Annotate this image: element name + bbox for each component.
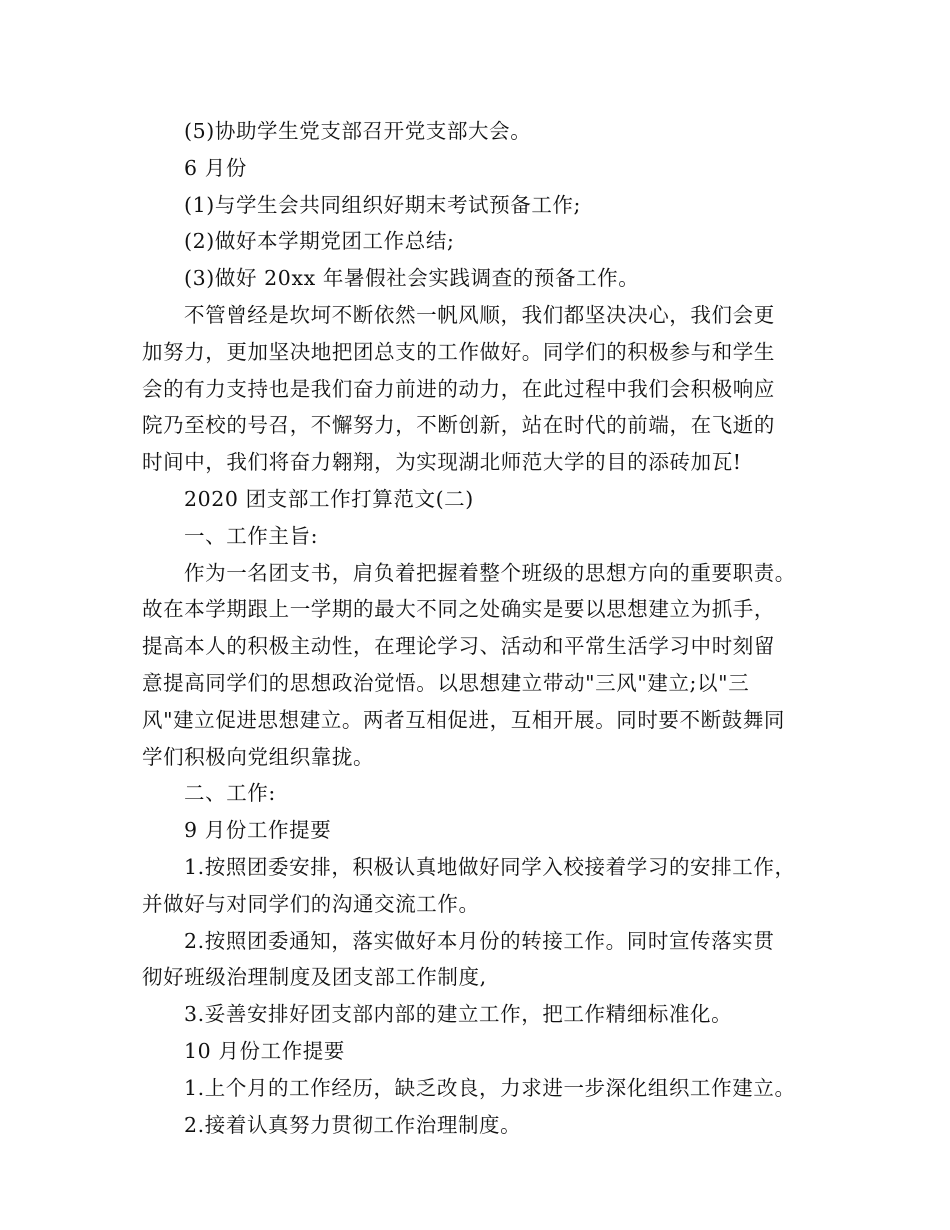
paragraph-line: 会的有力支持也是我们奋力前进的动力，在此过程中我们会积极响应 <box>142 376 775 401</box>
paragraph-line: 作为一名团支书，肩负着把握着整个班级的思想方向的重要职责。 <box>184 560 796 585</box>
list-item-line: 2.按照团委通知，落实做好本月份的转接工作。同时宣传落实贯 <box>184 928 775 953</box>
paragraph-line: 加努力，更加坚决地把团总支的工作做好。同学们的积极参与和学生 <box>142 339 775 364</box>
month-heading-october: 10 月份工作提要 <box>184 1038 346 1063</box>
paragraph-line: 不管曾经是坎坷不断依然一帆风顺，我们都坚决决心，我们会更 <box>184 302 775 327</box>
list-item-line: 2.接着认真努力贯彻工作治理制度。 <box>184 1112 522 1137</box>
list-item-final-exam: (1)与学生会共同组织好期末考试预备工作; <box>184 192 582 217</box>
paragraph-line: 学们积极向党组织靠拢。 <box>142 744 375 769</box>
month-heading-september: 9 月份工作提要 <box>184 818 332 843</box>
list-item-semester-summary: (2)做好本学期党团工作总结; <box>184 229 455 254</box>
paragraph-line: 时间中，我们将奋力翱翔，为实现湖北师范大学的目的添砖加瓦! <box>142 450 742 475</box>
list-item-line: 1.按照团委安排，积极认真地做好同学入校接着学习的安排工作， <box>184 854 796 879</box>
list-item-summer-practice: (3)做好 20xx 年暑假社会实践调查的预备工作。 <box>184 266 640 291</box>
section-heading-work: 二、工作: <box>184 781 276 806</box>
document-body <box>142 113 822 1143</box>
paragraph-line: 院乃至校的号召，不懈努力，不断创新，站在时代的前端，在飞逝的 <box>142 413 775 438</box>
list-item-line: 1.上个月的工作经历，缺乏改良，力求进一步深化组织工作建立。 <box>184 1075 796 1100</box>
list-item-convene-meeting: (5)协助学生党支部召开党支部大会。 <box>184 119 532 143</box>
list-item-line: 3.妥善安排好团支部内部的建立工作，把工作精细标准化。 <box>184 1002 733 1027</box>
list-item-line: 彻好班级治理制度及团支部工作制度, <box>142 965 487 990</box>
paragraph-line: 提高本人的积极主动性，在理论学习、活动和平常生活学习中时刻留 <box>142 634 775 659</box>
month-heading-june: 6 月份 <box>184 155 247 180</box>
list-item-line: 并做好与对同学们的沟通交流工作。 <box>142 891 480 916</box>
paragraph-line: 风"建立促进思想建立。两者互相促进，互相开展。同时要不断鼓舞同 <box>142 707 786 732</box>
paragraph-line: 故在本学期跟上一学期的最大不同之处确实是要以思想建立为抓手， <box>142 597 775 622</box>
section-title: 2020 团支部工作打算范文(二) <box>184 486 474 511</box>
paragraph-line: 意提高同学们的思想政治觉悟。以思想建立带动"三风"建立;以"三 <box>142 670 750 695</box>
section-heading-purpose: 一、工作主旨: <box>184 523 319 548</box>
